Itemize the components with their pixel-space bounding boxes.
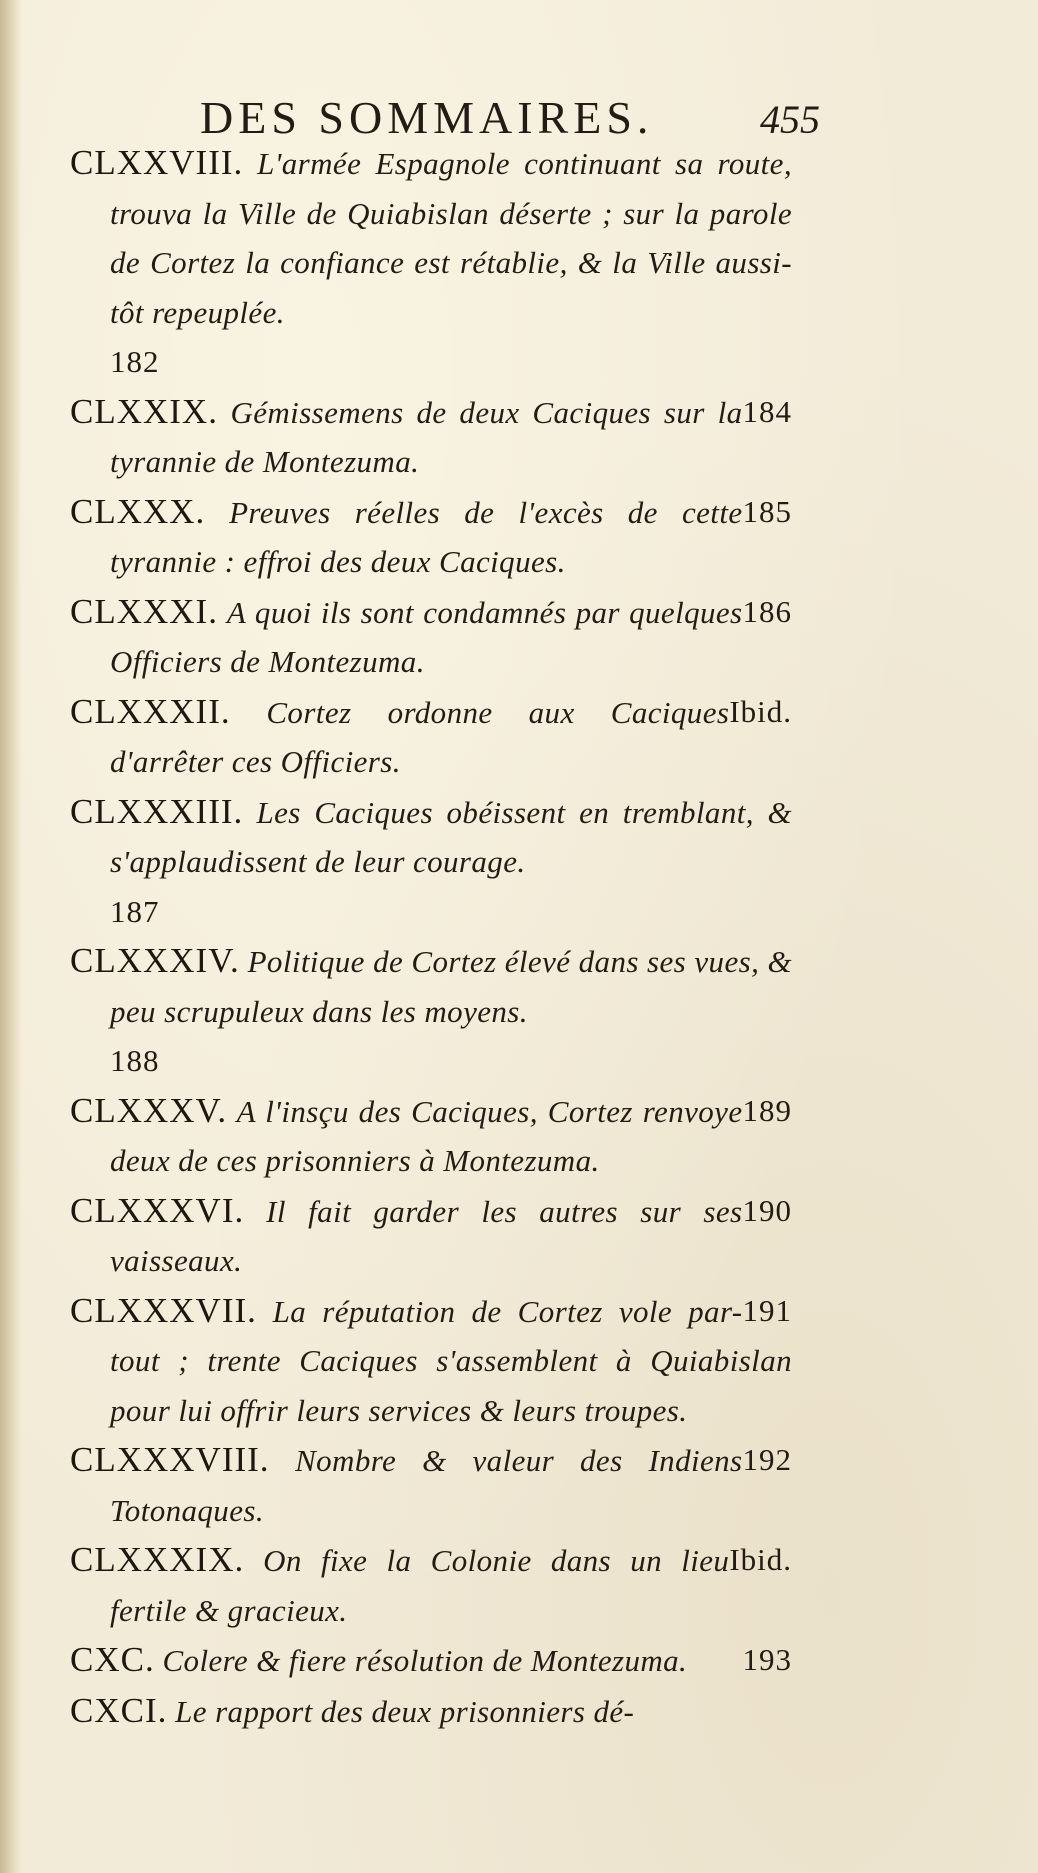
entry-number: CLXXXII.: [70, 691, 231, 731]
entry-page-number: 187: [110, 893, 160, 929]
entry-number: CLXXIX.: [70, 391, 218, 431]
entry-page-number: 182: [110, 344, 160, 379]
entry-page-number: 185: [742, 493, 792, 529]
entry-description: L'armée Espagnole continuant sa route, trouva la Ville de Quiabislan déserte ; sur la parole de Cortez la confiance est rétablie, & la Ville aussi-tôt repeuplée.: [110, 146, 792, 330]
entry-number: CLXXVIII.: [70, 143, 244, 182]
entry-description: A quoi ils sont condamnés par quelques Officiers de Montezuma.: [110, 594, 743, 679]
entry-page-number: 190: [742, 1192, 792, 1228]
entry-number: CLXXXVIII.: [70, 1440, 270, 1479]
entry-number: CLXXXVI.: [70, 1190, 245, 1230]
entry-description: Cortez ordonne aux Caciques d'arrêter ces Officiers.: [110, 694, 730, 779]
entry-description: Politique de Cortez élevé dans ses vues, & peu scrupuleux dans les moyens.: [110, 944, 792, 1029]
entry-page-number: 193: [742, 1642, 792, 1677]
toc-entry: [70, 936, 792, 1086]
entry-page-number: Ibid.: [729, 693, 792, 729]
entry-number: CXC.: [70, 1640, 155, 1679]
entry-description: Colere & fiere résolution de Montezuma.: [162, 1643, 688, 1678]
toc-entry: [70, 587, 792, 687]
entry-number: CXCI.: [70, 1690, 168, 1730]
entry-description: A l'insçu des Caciques, Cortez renvoye deux de ces prisonniers à Montezuma.: [110, 1093, 743, 1178]
entry-page-number: 189: [742, 1092, 792, 1128]
entry-number: CLXXXIII.: [70, 791, 244, 831]
entry-description: Nombre & valeur des Indiens Totonaques.: [110, 1443, 743, 1528]
running-head: DES SOMMAIRES.: [200, 92, 654, 143]
toc-entry: [70, 1435, 792, 1535]
toc-entry: [70, 687, 792, 787]
entry-description: On fixe la Colonie dans un lieu fertile & gracieux.: [110, 1543, 730, 1628]
entry-description: Les Caciques obéissent en tremblant, & s'applaudissent de leur courage.: [110, 794, 793, 879]
entry-number: CLXXX.: [70, 491, 206, 531]
page-spine-shadow: [0, 0, 22, 1873]
toc-entry: [70, 138, 792, 387]
toc-entry: [70, 487, 792, 587]
entry-page-number: 192: [742, 1442, 792, 1477]
page-number: 455: [760, 97, 820, 142]
entry-description: Gémissemens de deux Caciques sur la tyrannie de Montezuma.: [110, 394, 743, 479]
entry-number: CLXXXVII.: [70, 1290, 257, 1330]
toc-entry: [70, 1286, 792, 1436]
toc-entry: [70, 1635, 792, 1686]
entry-description: Preuves réelles de l'excès de cette tyrannie : effroi des deux Caciques.: [110, 494, 743, 579]
entry-number: CLXXXIV.: [70, 941, 240, 980]
toc-entry: [70, 1686, 792, 1737]
entry-description: La réputation de Cortez vole par-tout ; trente Caciques s'assemblent à Quiabislan pour lui offrir leurs services & leurs troupes.: [110, 1293, 792, 1428]
toc-entry: [70, 1535, 792, 1635]
toc-entry: [70, 1086, 792, 1186]
entry-page-number: 188: [110, 1043, 160, 1078]
toc-entry: [70, 787, 792, 937]
entry-page-number: Ibid.: [729, 1542, 792, 1577]
entry-number: CLXXXIX.: [70, 1540, 245, 1579]
entry-number: CLXXXV.: [70, 1090, 228, 1130]
entry-page-number: 184: [742, 393, 792, 429]
toc-entry: [70, 1186, 792, 1286]
entry-page-number: 186: [742, 593, 792, 629]
entry-page-number: 191: [742, 1292, 792, 1328]
entry-description: Il fait garder les autres sur ses vaisseaux.: [110, 1193, 743, 1278]
entry-description: Le rapport des deux prisonniers dé-: [175, 1693, 635, 1729]
table-of-contents: [70, 138, 792, 1736]
entry-number: CLXXXI.: [70, 591, 218, 631]
toc-entry: [70, 387, 792, 487]
